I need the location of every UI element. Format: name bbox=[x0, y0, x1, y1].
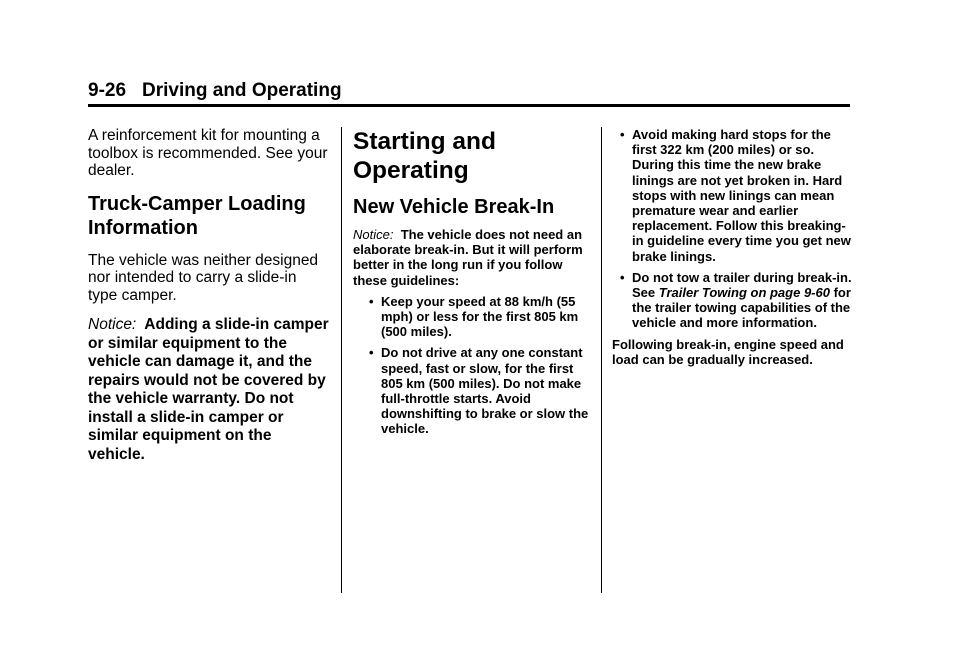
page-header bbox=[88, 80, 342, 102]
bullet-icon: • bbox=[620, 269, 625, 285]
camper-paragraph: The vehicle was neither designed nor intended to carry a slide-in type camper. bbox=[88, 251, 319, 304]
camper-notice bbox=[88, 316, 330, 464]
notice-text: The vehicle does not need an elaborate break-in. But it will perform better in the long run if you follow these guidelines: bbox=[353, 227, 583, 288]
closing-paragraph: Following break-in, engine speed and load can be gradually increased. bbox=[612, 336, 844, 367]
bullet-icon: • bbox=[369, 293, 374, 309]
notice-label: Notice: bbox=[88, 316, 137, 333]
list-item: • Do not drive at any one constant speed, fast or slow, for the first 805 km (500 miles). Do not make full-throttle starts. Avoid downshifting to brake or slow the vehicle. bbox=[369, 345, 589, 437]
break-in-list bbox=[353, 294, 593, 437]
section-title: Driving and Operating bbox=[142, 80, 342, 101]
page-number: 9-26 bbox=[88, 80, 127, 101]
column-1 bbox=[88, 127, 330, 464]
column-divider-2 bbox=[601, 127, 602, 593]
bullet-icon: • bbox=[369, 345, 374, 361]
truck-camper-heading: Truck-Camper Loading Information bbox=[88, 192, 306, 239]
intro-paragraph: A reinforcement kit for mounting a toolbox is recommended. See your dealer. bbox=[88, 127, 328, 179]
notice-text: Adding a slide-in camper or similar equipment to the vehicle can damage it, and the repairs would not be covered by the vehicle warranty. Do not install a slide-in camper or similar equipment on the vehicle. bbox=[88, 316, 329, 463]
list-item: • Avoid making hard stops for the first 322 km (200 miles) or so. During this time the new brake linings are not yet broken in. Hard stops with new linings can mean premature wear and earlier replacement. Follow this breaking-in guideline every time you get new brake linings. bbox=[620, 127, 851, 264]
bullet-icon: • bbox=[620, 127, 625, 142]
break-in-notice bbox=[353, 227, 593, 288]
list-item: • Do not tow a trailer during break-in. See Trailer Towing on page 9-60 for the trailer towing capabilities of the vehicle and more information. bbox=[620, 269, 852, 331]
break-in-list-continued bbox=[612, 127, 852, 331]
notice-label: Notice: bbox=[353, 227, 394, 242]
break-in-heading: New Vehicle Break-In bbox=[353, 196, 555, 218]
column-2 bbox=[353, 127, 593, 443]
column-divider-1 bbox=[341, 127, 342, 593]
column-3 bbox=[612, 127, 852, 373]
trailer-towing-reference[interactable]: Trailer Towing on page 9-60 bbox=[658, 285, 830, 301]
list-item: • Keep your speed at 88 km/h (55 mph) or less for the first 805 km (500 miles). bbox=[369, 293, 579, 340]
starting-operating-title: Starting and Operating bbox=[353, 128, 496, 184]
header-rule bbox=[88, 104, 850, 107]
